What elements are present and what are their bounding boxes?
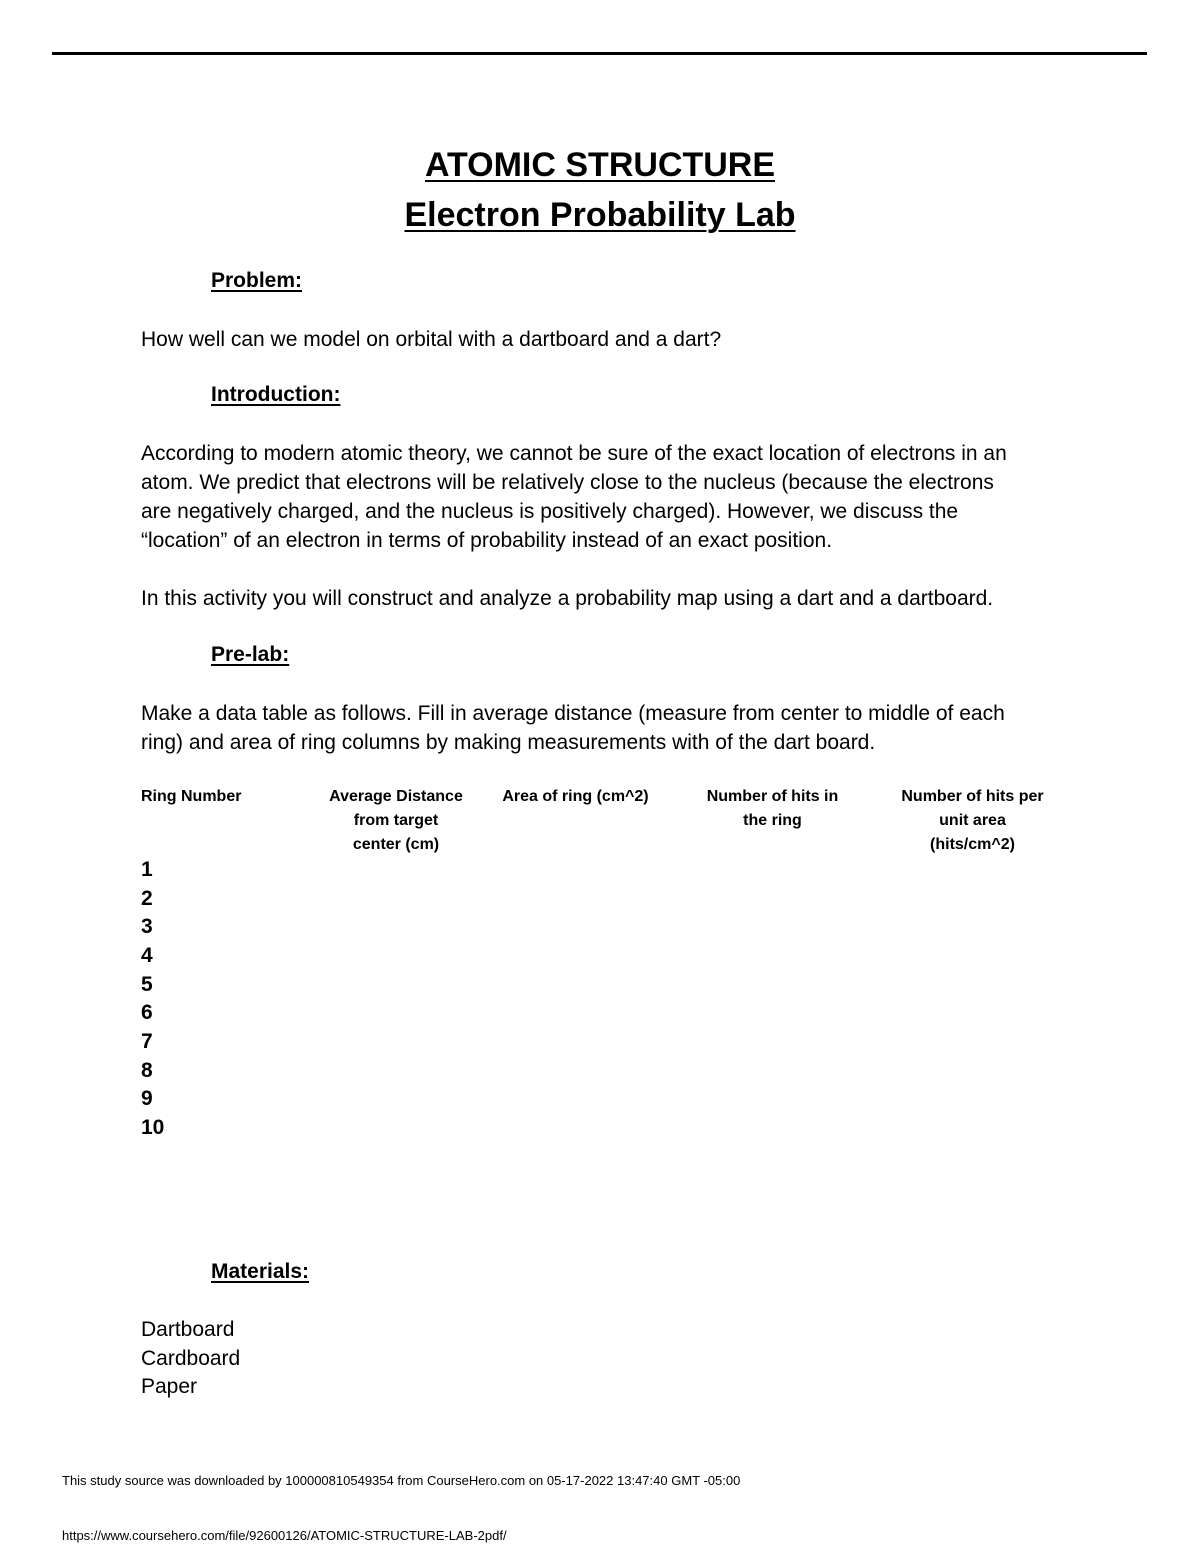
column-header-area-of-ring: Area of ring (cm^2) [502,788,649,805]
ring-number: 6 [141,1001,153,1024]
ring-number: 4 [141,944,153,967]
ring-number: 9 [141,1087,153,1110]
ring-number: 7 [141,1030,153,1053]
problem-line: How well can we model on orbital with a dartboard and a dart? [141,328,722,351]
activity-text [141,584,1071,613]
ring-number: 8 [141,1059,153,1082]
column-header-average-distance: Average Distance from target center (cm) [329,788,463,853]
ring-number: 1 [141,858,153,881]
ring-number: 5 [141,973,153,996]
introduction-line: atom. We predict that electrons will be relatively close to the nucleus (because the electrons [141,471,994,494]
ring-number: 3 [141,915,153,938]
introduction-line: According to modern atomic theory, we cannot be sure of the exact location of electrons in an [141,442,1007,465]
ring-number: 2 [141,887,153,910]
materials-heading: Materials: [211,1260,310,1283]
source-url: https://www.coursehero.com/file/92600126/ATOMIC-STRUCTURE-LAB-2pdf/ [62,1528,507,1543]
top-rule [52,52,1147,55]
introduction-paragraph [141,439,1071,555]
column-header-hits-per-area: Number of hits per unit area (hits/cm^2) [901,788,1044,853]
document-title: ATOMIC STRUCTURE [424,146,776,184]
column-header-ring-number: Ring Number [141,788,242,805]
materials-item: Dartboard [141,1318,235,1341]
problem-text [141,325,1071,354]
prelab-line: Make a data table as follows. Fill in average distance (measure from center to middle of each [141,702,1005,725]
activity-line: In this activity you will construct and analyze a probability map using a dart and a dartboard. [141,587,994,610]
introduction-heading: Introduction: [211,383,341,406]
ring-number: 10 [141,1116,165,1139]
prelab-line: ring) and area of ring columns by making measurements with of the dart board. [141,731,876,754]
materials-item: Paper [141,1375,198,1398]
problem-heading: Problem: [211,269,303,292]
materials-item: Cardboard [141,1347,241,1370]
prelab-paragraph [141,699,1071,757]
prelab-heading: Pre-lab: [211,643,290,666]
introduction-line: are negatively charged, and the nucleus is positively charged). However, we discuss the [141,500,959,523]
column-header-hits-in-ring: Number of hits in the ring [706,788,839,829]
download-note: This study source was downloaded by 100000810549354 from CourseHero.com on 05-17-2022 13:47:40 GMT -05:00 [62,1473,741,1488]
document-subtitle: Electron Probability Lab [404,196,796,234]
introduction-line: “location” of an electron in terms of probability instead of an exact position. [141,529,833,552]
